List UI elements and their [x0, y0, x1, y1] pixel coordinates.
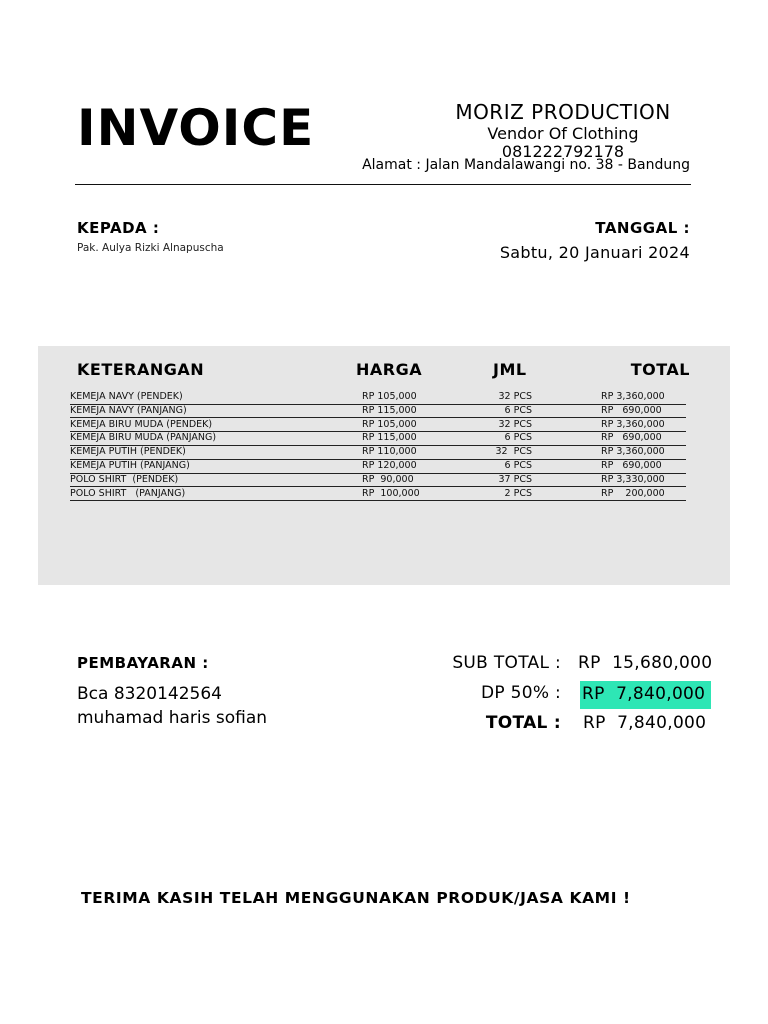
item-description: KEMEJA BIRU MUDA (PANJANG): [70, 432, 217, 444]
total-label: TOTAL :: [485, 713, 561, 733]
item-qty: 32 PCS: [498, 391, 532, 402]
down-payment-value: RP 7,840,000: [580, 681, 711, 709]
item-price: RP 120,000: [362, 460, 417, 471]
item-qty: 32 PCS: [495, 446, 532, 458]
table-row: [70, 404, 686, 419]
header-divider: [75, 184, 691, 185]
item-description: KEMEJA BIRU MUDA (PENDEK): [70, 418, 213, 430]
invoice-title: INVOICE: [77, 99, 315, 157]
item-description: POLO SHIRT (PENDEK): [70, 473, 179, 485]
item-price: RP 115,000: [362, 432, 417, 444]
down-payment-label: DP 50% :: [480, 683, 561, 703]
column-header-total: TOTAL: [630, 360, 690, 379]
company-block: [438, 100, 688, 161]
item-price: RP 115,000: [362, 404, 417, 416]
payment-account-holder: muhamad haris sofian: [77, 708, 268, 728]
company-tagline: Vendor Of Clothing: [487, 124, 639, 143]
item-description: KEMEJA PUTIH (PENDEK): [70, 446, 186, 458]
date-value: Sabtu, 20 Januari 2024: [499, 243, 690, 262]
payment-bank-account: Bca 8320142564: [77, 684, 222, 704]
item-description: KEMEJA NAVY (PANJANG): [70, 404, 187, 416]
item-total: RP 690,000: [601, 460, 662, 471]
item-price: RP 100,000: [362, 487, 420, 499]
column-header-description: KETERANGAN: [77, 360, 205, 379]
table-row: [70, 418, 686, 433]
item-total: RP 3,330,000: [601, 473, 665, 485]
item-total: RP 3,360,000: [601, 446, 665, 458]
recipient-label: KEPADA :: [77, 219, 160, 237]
item-total: RP 3,360,000: [601, 418, 665, 430]
item-description: POLO SHIRT (PANJANG): [70, 487, 186, 499]
table-row: [70, 431, 686, 446]
date-label: TANGGAL :: [595, 219, 690, 237]
item-qty: 6 PCS: [504, 432, 532, 444]
table-row: [70, 445, 686, 460]
item-qty: 37 PCS: [498, 473, 532, 485]
company-address: Alamat : Jalan Mandalawangi no. 38 - Bandung: [362, 157, 690, 173]
item-price: RP 105,000: [362, 391, 417, 402]
company-name: MORIZ PRODUCTION: [455, 100, 671, 124]
item-qty: 32 PCS: [498, 418, 532, 430]
table-row: [70, 390, 686, 405]
item-total: RP 3,360,000: [601, 391, 665, 402]
company-phone: 081222792178: [501, 142, 625, 161]
payment-label: PEMBAYARAN :: [77, 654, 209, 672]
item-qty: 6 PCS: [504, 404, 532, 416]
item-total: RP 690,000: [601, 432, 662, 444]
item-description: KEMEJA NAVY (PENDEK): [70, 391, 183, 402]
recipient-name: Pak. Aulya Rizki Alnapuscha: [77, 242, 224, 254]
total-value: RP 7,840,000: [583, 713, 707, 733]
table-row: [70, 459, 686, 474]
item-total: RP 200,000: [601, 487, 665, 499]
subtotal-value: RP 15,680,000: [578, 653, 713, 673]
table-row: [70, 487, 686, 502]
thank-you-note: TERIMA KASIH TELAH MENGGUNAKAN PRODUK/JASA KAMI !: [81, 889, 631, 907]
item-total: RP 690,000: [601, 404, 662, 416]
item-qty: 2 PCS: [504, 487, 532, 499]
table-row: [70, 473, 686, 488]
item-description: KEMEJA PUTIH (PANJANG): [70, 460, 190, 471]
column-header-price: HARGA: [356, 360, 423, 379]
item-price: RP 105,000: [362, 418, 417, 430]
subtotal-label: SUB TOTAL :: [452, 653, 561, 673]
item-price: RP 90,000: [362, 473, 414, 485]
column-header-qty: JML: [493, 360, 527, 379]
item-price: RP 110,000: [362, 446, 417, 458]
item-qty: 6 PCS: [504, 460, 532, 471]
